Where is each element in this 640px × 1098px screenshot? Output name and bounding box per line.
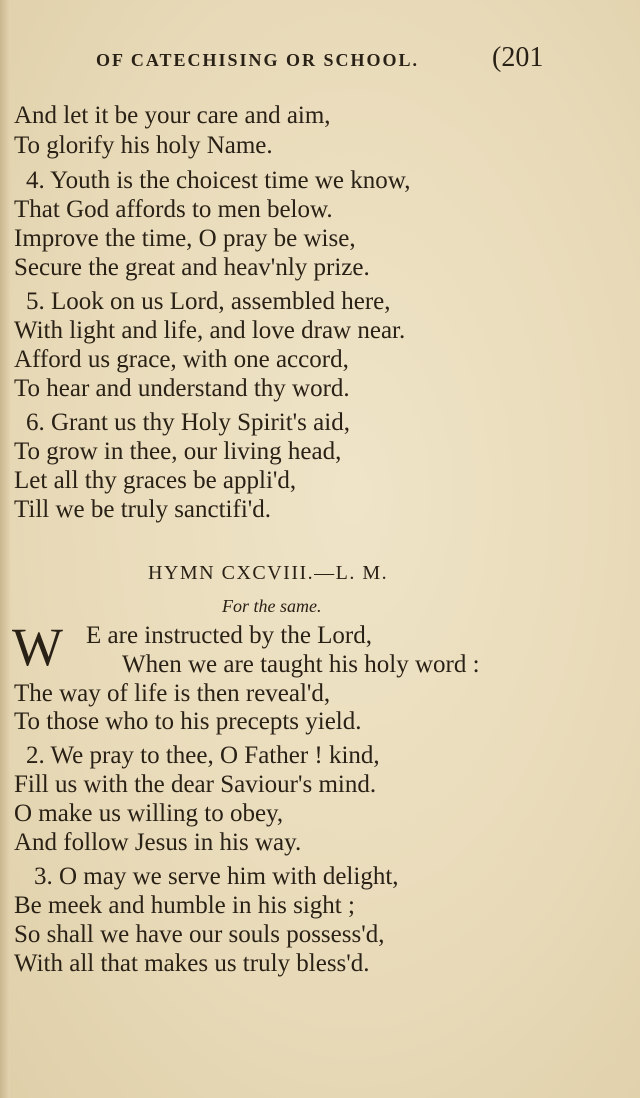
drop-cap: W [12,617,63,677]
page-number: (201 [492,42,544,73]
verse-line: With all that makes us truly bless'd. [14,950,370,977]
verse-line: To hear and understand thy word. [14,375,350,402]
verse-line: And let it be your care and aim, [14,102,331,129]
verse-line: E are instructed by the Lord, [86,622,373,649]
verse-line: 2. We pray to thee, O Father ! kind, [26,742,380,769]
verse-line: To those who to his precepts yield. [14,708,362,735]
verse-line: To glorify his holy Name. [14,132,273,159]
verse-line: And follow Jesus in his way. [14,829,302,856]
verse-line: Till we be truly sanctifi'd. [14,496,272,523]
verse-line: To grow in thee, our living head, [14,438,342,465]
verse-line: 6. Grant us thy Holy Spirit's aid, [26,409,350,436]
page-gutter [0,0,10,1098]
verse-line: Secure the great and heav'nly prize. [14,254,370,281]
verse-line: Afford us grace, with one accord, [14,346,349,373]
verse-line: The way of life is then reveal'd, [14,680,331,707]
verse-line: Fill us with the dear Saviour's mind. [14,771,377,798]
running-title: OF CATECHISING OR SCHOOL. [96,50,420,70]
verse-line: When we are taught his holy word : [122,651,480,678]
verse-line: Let all thy graces be appli'd, [14,467,297,494]
hymn-title: HYMN CXCVIII.—L. M. [148,562,389,584]
verse-line: So shall we have our souls possess'd, [14,921,385,948]
verse-line: 3. O may we serve him with delight, [34,863,399,890]
page-header [96,42,576,86]
verse-line: Be meek and humble in his sight ; [14,892,355,919]
hymn-subtitle: For the same. [222,596,322,616]
verse-line: O make us willing to obey, [14,800,284,827]
verse-line: That God affords to men below. [14,196,333,223]
verse-line: With light and life, and love draw near. [14,317,406,344]
verse-line: 5. Look on us Lord, assembled here, [26,288,391,315]
verse-line: Improve the time, O pray be wise, [14,225,356,252]
verse-line: 4. Youth is the choicest time we know, [26,167,411,194]
